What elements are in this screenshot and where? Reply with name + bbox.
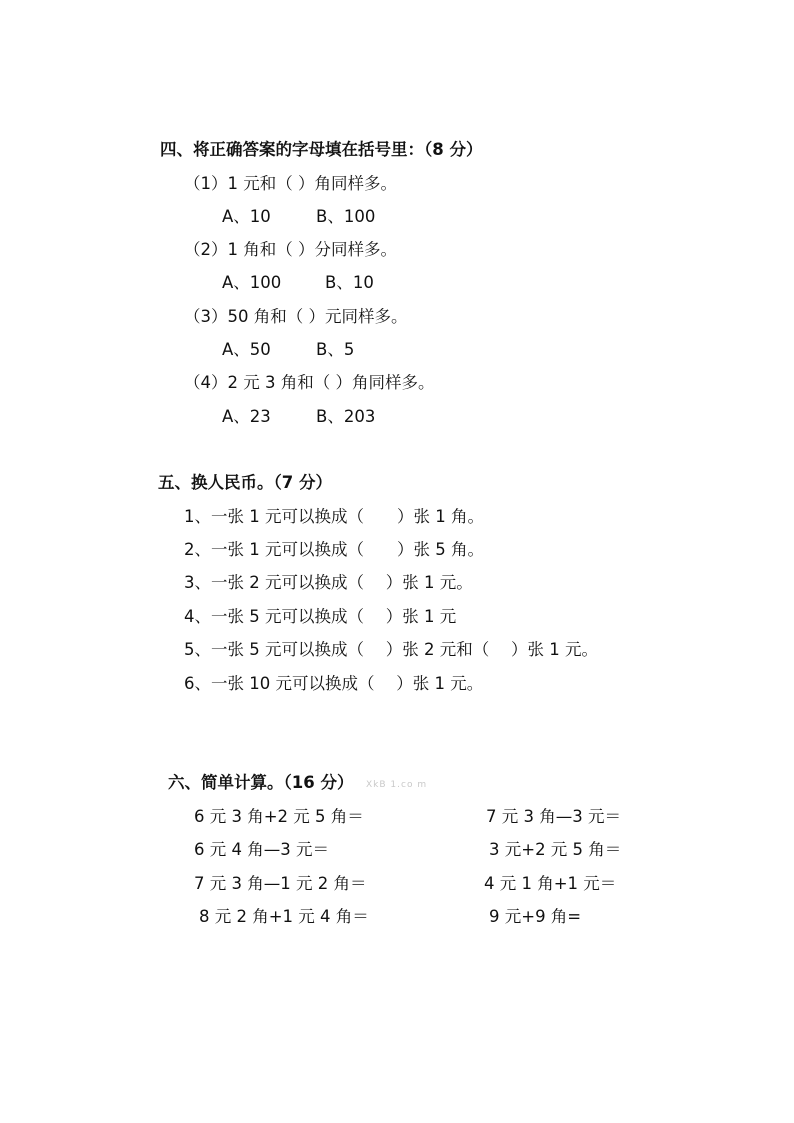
section4-q2-option-a: A、100: [222, 273, 282, 292]
section5-item-2: 2、一张 1 元可以换成（ ）张 5 角。: [184, 540, 484, 559]
section4-q1: （1）1 元和（ ）角同样多。: [184, 174, 397, 193]
section4-q3-option-a: A、50: [222, 340, 271, 359]
section6-heading: 六、简单计算。（16 分）: [168, 773, 354, 792]
section5-heading: 五、换人民币。（7 分）: [158, 473, 332, 492]
section5-item-4: 4、一张 5 元可以换成（ ）张 1 元: [184, 607, 457, 626]
section4-q3-option-b: B、5: [316, 340, 355, 359]
section5-item-6: 6、一张 10 元可以换成（ ）张 1 元。: [184, 674, 484, 693]
section4-q1-option-b: B、100: [316, 207, 376, 226]
calc-right-2: 3 元+2 元 5 角＝: [489, 840, 622, 859]
section4-heading: 四、将正确答案的字母填在括号里：（8 分）: [160, 140, 483, 159]
section4-q3: （3）50 角和（ ）元同样多。: [184, 307, 408, 326]
section4-q4-option-a: A、23: [222, 407, 271, 426]
section4-q4: （4）2 元 3 角和（ ）角同样多。: [184, 373, 435, 392]
section4-q1-option-a: A、10: [222, 207, 271, 226]
calc-left-3: 7 元 3 角—1 元 2 角＝: [194, 874, 367, 893]
watermark-text: XkB 1.co m: [366, 780, 428, 790]
section5-item-5: 5、一张 5 元可以换成（ ）张 2 元和（ ）张 1 元。: [184, 640, 598, 659]
section4-q2: （2）1 角和（ ）分同样多。: [184, 240, 397, 259]
calc-left-1: 6 元 3 角+2 元 5 角＝: [194, 807, 364, 826]
calc-right-4: 9 元+9 角=: [489, 907, 582, 926]
section5-item-1: 1、一张 1 元可以换成（ ）张 1 角。: [184, 507, 484, 526]
section4-q4-option-b: B、203: [316, 407, 376, 426]
calc-left-2: 6 元 4 角—3 元＝: [194, 840, 329, 859]
section4-q2-option-b: B、10: [325, 273, 374, 292]
calc-right-1: 7 元 3 角—3 元＝: [486, 807, 621, 826]
section5-item-3: 3、一张 2 元可以换成（ ）张 1 元。: [184, 573, 473, 592]
calc-left-4: 8 元 2 角+1 元 4 角＝: [199, 907, 369, 926]
calc-right-3: 4 元 1 角+1 元＝: [484, 874, 617, 893]
